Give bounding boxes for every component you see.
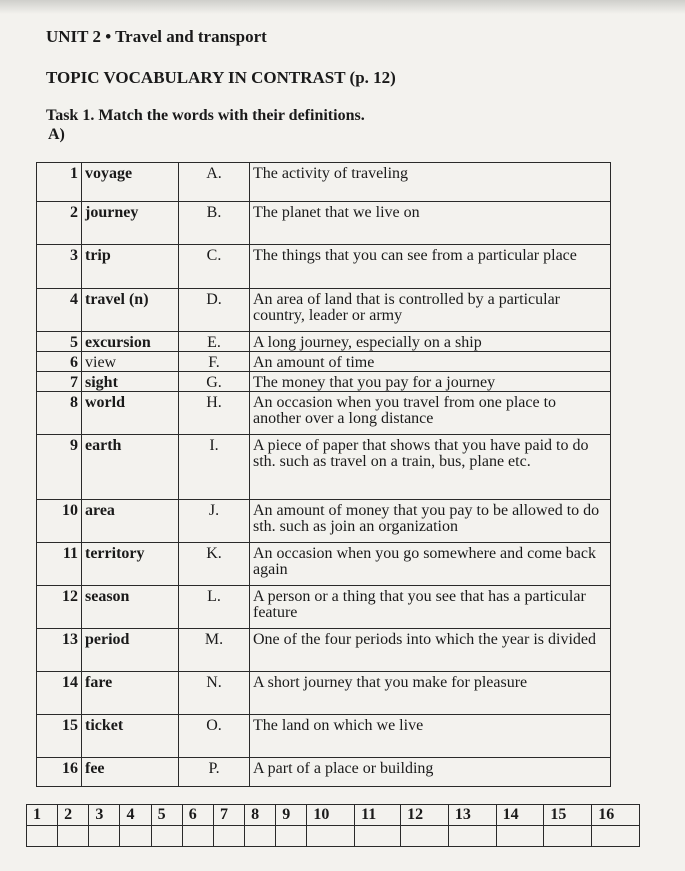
vocab-row: [37, 163, 611, 202]
vocab-word: fare: [82, 672, 179, 715]
definition-text: One of the four periods into which the year is divided: [250, 629, 611, 672]
row-number: 7: [37, 372, 82, 392]
definition-letter: A.: [179, 163, 250, 202]
answer-blank-cell[interactable]: [276, 826, 307, 847]
definition-text: An occasion when you travel from one place to another over a long distance: [250, 392, 611, 435]
definition-letter: K.: [179, 543, 250, 586]
vocab-word: view: [82, 352, 179, 372]
answer-grid-blank-row: [27, 826, 640, 847]
row-number: 2: [37, 202, 82, 245]
definition-text: The money that you pay for a journey: [250, 372, 611, 392]
vocab-row: [37, 372, 611, 392]
vocab-row: [37, 715, 611, 758]
vocab-row: [37, 543, 611, 586]
definition-letter: J.: [179, 500, 250, 543]
answer-blank-cell[interactable]: [151, 826, 182, 847]
definition-letter: I.: [179, 435, 250, 500]
answer-grid-numbers-row: [27, 805, 640, 826]
answer-blank-cell[interactable]: [89, 826, 120, 847]
answer-number-cell: 13: [448, 805, 496, 826]
definition-letter: M.: [179, 629, 250, 672]
answer-number-cell: 7: [213, 805, 244, 826]
vocab-row: [37, 672, 611, 715]
row-number: 11: [37, 543, 82, 586]
topic-heading: TOPIC VOCABULARY IN CONTRAST (p. 12): [46, 68, 396, 87]
answer-number-cell: 9: [276, 805, 307, 826]
row-number: 15: [37, 715, 82, 758]
row-number: 8: [37, 392, 82, 435]
definition-text: The activity of traveling: [250, 163, 611, 202]
row-number: 1: [37, 163, 82, 202]
definition-letter: B.: [179, 202, 250, 245]
vocab-row: [37, 758, 611, 787]
answer-blank-cell[interactable]: [213, 826, 244, 847]
row-number: 9: [37, 435, 82, 500]
definition-letter: L.: [179, 586, 250, 629]
vocab-word: period: [82, 629, 179, 672]
answer-grid: [26, 804, 640, 847]
definition-letter: N.: [179, 672, 250, 715]
definition-text: A part of a place or building: [250, 758, 611, 787]
answer-blank-cell[interactable]: [448, 826, 496, 847]
vocab-row: [37, 500, 611, 543]
answer-blank-cell[interactable]: [245, 826, 276, 847]
answer-blank-cell[interactable]: [120, 826, 151, 847]
answer-number-cell: 16: [592, 805, 640, 826]
definition-text: The land on which we live: [250, 715, 611, 758]
definition-text: The planet that we live on: [250, 202, 611, 245]
row-number: 4: [37, 289, 82, 332]
vocab-row: [37, 435, 611, 500]
definition-letter: C.: [179, 245, 250, 289]
answer-blank-cell[interactable]: [307, 826, 355, 847]
answer-number-cell: 6: [182, 805, 213, 826]
vocab-word: trip: [82, 245, 179, 289]
row-number: 10: [37, 500, 82, 543]
definition-text: A long journey, especially on a ship: [250, 332, 611, 352]
row-number: 16: [37, 758, 82, 787]
answer-number-cell: 3: [89, 805, 120, 826]
answer-number-cell: 4: [120, 805, 151, 826]
vocab-word: area: [82, 500, 179, 543]
definition-letter: D.: [179, 289, 250, 332]
row-number: 5: [37, 332, 82, 352]
definition-letter: H.: [179, 392, 250, 435]
vocab-row: [37, 392, 611, 435]
page-edge-shadow: [0, 0, 685, 14]
vocabulary-table: [36, 162, 611, 787]
row-number: 6: [37, 352, 82, 372]
answer-blank-cell[interactable]: [496, 826, 544, 847]
row-number: 3: [37, 245, 82, 289]
answer-number-cell: 12: [401, 805, 449, 826]
row-number: 14: [37, 672, 82, 715]
answer-blank-cell[interactable]: [355, 826, 401, 847]
vocab-word: world: [82, 392, 179, 435]
vocab-word: travel (n): [82, 289, 179, 332]
vocab-word: journey: [82, 202, 179, 245]
definition-letter: E.: [179, 332, 250, 352]
definition-text: The things that you can see from a particular place: [250, 245, 611, 289]
definition-letter: O.: [179, 715, 250, 758]
answer-number-cell: 14: [496, 805, 544, 826]
unit-title: UNIT 2 • Travel and transport: [46, 27, 267, 46]
definition-text: An amount of money that you pay to be allowed to do sth. such as join an organization: [250, 500, 611, 543]
definition-text: A person or a thing that you see that has a particular feature: [250, 586, 611, 629]
row-number: 12: [37, 586, 82, 629]
vocab-word: ticket: [82, 715, 179, 758]
part-label: A): [48, 126, 65, 143]
answer-number-cell: 2: [58, 805, 89, 826]
vocab-word: territory: [82, 543, 179, 586]
definition-text: A piece of paper that shows that you have paid to do sth. such as travel on a train, bus, plane etc.: [250, 435, 611, 500]
answer-blank-cell[interactable]: [401, 826, 449, 847]
definition-letter: P.: [179, 758, 250, 787]
answer-number-cell: 1: [27, 805, 58, 826]
answer-blank-cell[interactable]: [544, 826, 592, 847]
vocab-row: [37, 202, 611, 245]
vocab-word: sight: [82, 372, 179, 392]
answer-blank-cell[interactable]: [592, 826, 640, 847]
vocab-row: [37, 289, 611, 332]
answer-blank-cell[interactable]: [27, 826, 58, 847]
vocab-row: [37, 332, 611, 352]
vocab-word: voyage: [82, 163, 179, 202]
definition-text: An occasion when you go somewhere and come back again: [250, 543, 611, 586]
vocab-word: excursion: [82, 332, 179, 352]
vocab-row: [37, 352, 611, 372]
definition-text: An area of land that is controlled by a particular country, leader or army: [250, 289, 611, 332]
definition-letter: F.: [179, 352, 250, 372]
definition-letter: G.: [179, 372, 250, 392]
answer-number-cell: 5: [151, 805, 182, 826]
vocab-word: earth: [82, 435, 179, 500]
row-number: 13: [37, 629, 82, 672]
answer-number-cell: 10: [307, 805, 355, 826]
answer-number-cell: 15: [544, 805, 592, 826]
vocab-word: season: [82, 586, 179, 629]
definition-text: An amount of time: [250, 352, 611, 372]
answer-blank-cell[interactable]: [182, 826, 213, 847]
vocab-word: fee: [82, 758, 179, 787]
vocab-row: [37, 629, 611, 672]
answer-number-cell: 8: [245, 805, 276, 826]
vocab-row: [37, 586, 611, 629]
vocab-row: [37, 245, 611, 289]
answer-blank-cell[interactable]: [58, 826, 89, 847]
answer-number-cell: 11: [355, 805, 401, 826]
task-instruction: Task 1. Match the words with their definitions.: [46, 107, 365, 124]
definition-text: A short journey that you make for pleasure: [250, 672, 611, 715]
